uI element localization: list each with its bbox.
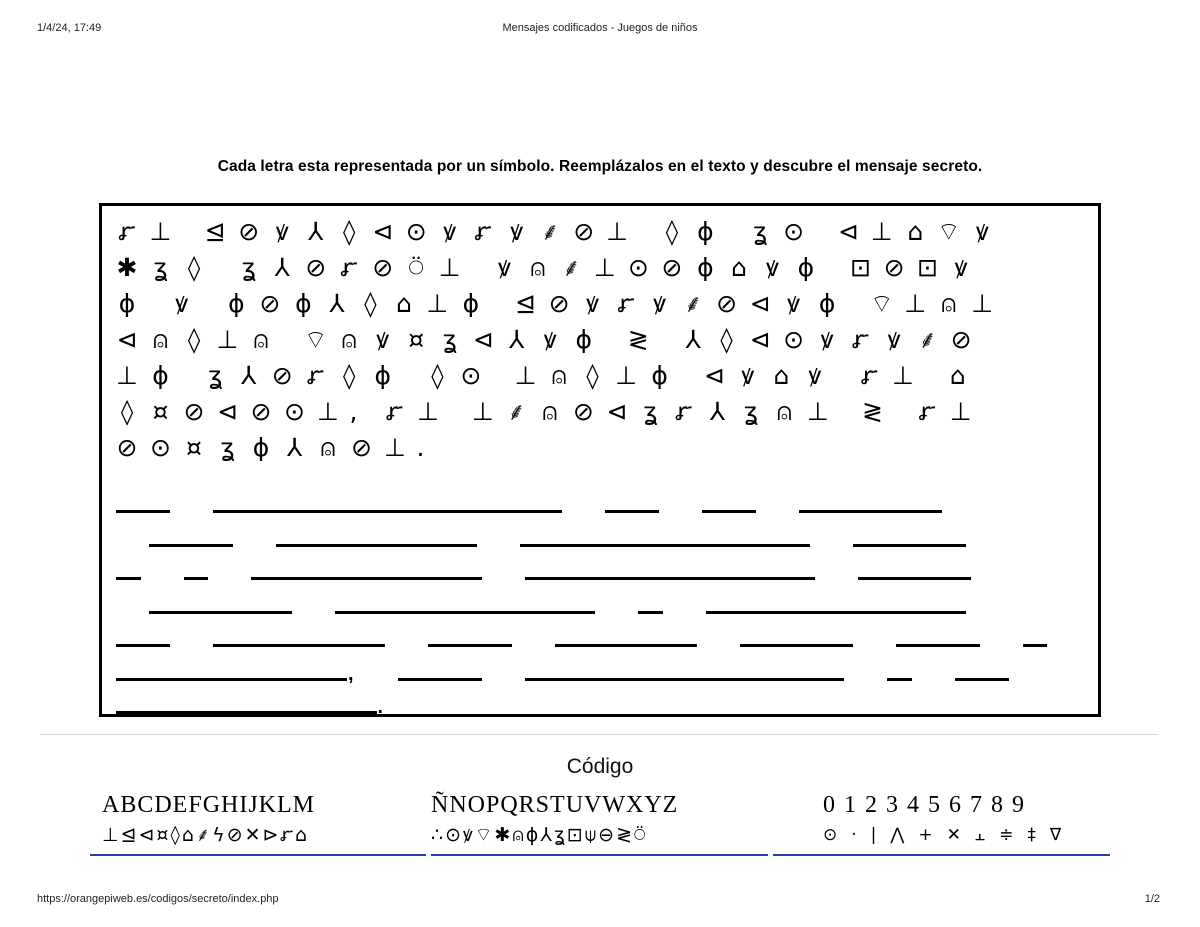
answer-punctuation: . (377, 696, 384, 718)
legend-digits: 0123456789 (823, 792, 1033, 818)
cipher-symbol: ⊘ (116, 433, 138, 462)
cipher-symbol: ⊥ (116, 361, 138, 390)
cipher-symbol: ⊘ (259, 289, 281, 318)
cipher-symbol: ꭊ (118, 217, 136, 246)
cipher-symbol: ⸙ (683, 289, 703, 318)
cipher-symbol: ʓ (743, 397, 759, 426)
cipher-symbol: ⊥ (892, 361, 914, 390)
cipher-symbol: ⊥ (149, 217, 172, 246)
cipher-symbol: ⊥ (807, 397, 829, 426)
cipher-symbol: ⊥ (472, 397, 494, 426)
cipher-symbol: ꝟ (376, 325, 389, 354)
answer-blank (555, 644, 698, 647)
cipher-symbol: ◊ (343, 217, 356, 246)
cipher-symbol: ꝟ (443, 217, 456, 246)
cipher-symbol: ꝟ (741, 361, 755, 390)
cipher-symbol: ⊥ (384, 433, 406, 462)
cipher-symbol: ⊲ (837, 217, 859, 246)
cipher-symbol: ⅄ (509, 325, 525, 354)
answer-blank (184, 577, 209, 580)
cipher-symbol: ϕ (118, 289, 136, 318)
answer-blank (116, 510, 170, 513)
cipher-symbol: ⊙ (627, 253, 649, 282)
cipher-symbol: ꝟ (954, 253, 968, 282)
legend-symbols-n-z: ∴⊙ꝟ⌔✱⍝ϕ⅄ʓ⊡⍦⊖≷⍥ (431, 824, 648, 846)
cipher-symbol: ⊥ (904, 289, 927, 318)
answer-blank (706, 611, 967, 614)
cipher-symbol: ⌔ (870, 289, 894, 318)
answer-blank (116, 577, 141, 580)
cipher-symbol: ꝟ (887, 325, 901, 354)
answer-line (116, 620, 1061, 653)
cipher-symbol: ✱ (116, 253, 138, 282)
cipher-row (114, 360, 1089, 396)
cipher-symbol: ꭊ (386, 397, 403, 426)
answer-line (116, 486, 1061, 519)
cipher-symbol: ⊲ (372, 217, 394, 246)
cipher-symbol: ϕ (295, 289, 312, 318)
puzzle-box (99, 203, 1101, 717)
cipher-symbol: ꝟ (543, 325, 557, 354)
cipher-symbol: ʓ (153, 253, 168, 282)
cipher-symbol: ⊘ (950, 325, 972, 354)
cipher-symbol: ⊲ (606, 397, 628, 426)
cipher-symbol: ꝟ (820, 325, 834, 354)
cipher-symbol: ◊ (431, 361, 444, 390)
print-page-number: 1/2 (1144, 893, 1160, 905)
answer-blank (149, 544, 233, 547)
cipher-symbol: ʓ (220, 433, 235, 462)
cipher-symbol: ⍝ (341, 325, 357, 354)
cipher-symbol: ꭊ (617, 289, 635, 318)
answer-line (116, 520, 1061, 553)
legend-symbols-a-m: ⊥⊴⊲¤◊⌂⸙ϟ⊘✕⊳ꭊ⌂ (102, 824, 310, 846)
cipher-symbol: ⅄ (329, 289, 345, 318)
print-url: https://orangepiweb.es/codigos/secreto/index.php (37, 893, 279, 905)
cipher-symbol: ⊡ (917, 253, 939, 282)
cipher-symbol: ⌂ (907, 217, 924, 246)
cipher-symbol: ⊲ (749, 289, 771, 318)
cipher-symbol: ⊥ (971, 289, 994, 318)
legend-underline (773, 854, 1110, 856)
cipher-symbol: ꝟ (766, 253, 779, 282)
answer-line (116, 687, 1061, 720)
cipher-symbol: ⅄ (685, 325, 701, 354)
answer-blank (896, 644, 980, 647)
answer-punctuation: , (348, 662, 354, 685)
cipher-symbol: ◊ (120, 397, 134, 426)
cipher-symbol: ⊥ (514, 361, 537, 390)
answer-line (116, 587, 1061, 620)
cipher-symbol: ◊ (364, 289, 377, 318)
answer-blank (605, 510, 659, 513)
cipher-symbol: ⌂ (949, 361, 966, 390)
cipher-symbol: ¤ (408, 325, 425, 354)
cipher-symbol: ⊘ (883, 253, 905, 282)
cipher-symbol: ⍥ (408, 253, 424, 282)
cipher-symbol: ʓ (442, 325, 457, 354)
cipher-symbol: ⊲ (217, 397, 238, 426)
cipher-symbol: ꭊ (307, 361, 324, 390)
answer-line (116, 553, 1061, 586)
cipher-row (114, 432, 1089, 468)
cipher-symbol: ⍝ (551, 361, 567, 390)
cipher-symbol: ⊙ (460, 361, 482, 390)
cipher-symbol: ◊ (187, 325, 201, 354)
legend-underline (90, 854, 426, 856)
legend-underline (431, 854, 768, 856)
cipher-symbol: ⸙ (507, 397, 526, 426)
cipher-symbol: ꭊ (861, 361, 878, 390)
answer-lines (116, 486, 1061, 718)
cipher-text (114, 216, 1089, 478)
print-datetime: 1/4/24, 17:49 (37, 22, 102, 34)
cipher-symbol: ꝟ (586, 289, 599, 318)
cipher-symbol: ϕ (651, 361, 668, 390)
cipher-symbol: ⊙ (284, 397, 305, 426)
cipher-symbol: ◊ (187, 253, 201, 282)
cipher-symbol: ϕ (818, 289, 836, 318)
cipher-symbol: ⌔ (303, 325, 328, 354)
cipher-symbol: ⍝ (941, 289, 957, 318)
cipher-symbol: ϕ (252, 433, 270, 462)
answer-blank (213, 644, 385, 647)
answer-blank (887, 678, 912, 681)
cipher-symbol: ⅄ (308, 217, 324, 246)
cipher-symbol: ꭊ (919, 397, 936, 426)
cipher-symbol: ⍝ (253, 325, 269, 354)
cipher-symbol: ϕ (797, 253, 815, 282)
cipher-symbol: ⊘ (661, 253, 683, 282)
answer-blank (276, 544, 478, 547)
cipher-symbol: ⊥ (317, 397, 339, 426)
print-page-title: Mensajes codificados - Juegos de niños (502, 22, 698, 34)
cipher-symbol: ⊙ (405, 217, 427, 246)
legend-group-1 (90, 790, 426, 856)
cipher-symbol: ꝟ (808, 361, 822, 390)
cipher-symbol: ꭊ (474, 217, 492, 246)
answer-blank (149, 611, 292, 614)
cipher-symbol: ⊘ (238, 217, 260, 246)
cipher-symbol: ꭊ (852, 325, 869, 354)
cipher-symbol: ⍝ (542, 397, 558, 426)
cipher-symbol: ⊥ (606, 217, 629, 246)
cipher-symbol: ⊥ (870, 217, 893, 246)
legend-digit-symbols: ⊙·|⋀+✕⫠≑‡∇ (823, 825, 1076, 845)
answer-blank (116, 678, 347, 681)
cipher-symbol: ◊ (720, 325, 733, 354)
cipher-symbol: ꭊ (340, 253, 358, 282)
cipher-symbol: ⊘ (305, 253, 327, 282)
cipher-symbol: ꝟ (787, 289, 800, 318)
cipher-symbol: ꝟ (498, 253, 511, 282)
cipher-symbol: ⸙ (540, 217, 560, 246)
cipher-symbol: ʓ (207, 361, 223, 390)
answer-blank (1023, 644, 1048, 647)
answer-blank (858, 577, 971, 580)
cipher-symbol: ¤ (186, 433, 202, 462)
cipher-symbol: ꝟ (510, 217, 523, 246)
answer-blank (799, 510, 942, 513)
cipher-symbol: ꝟ (653, 289, 666, 318)
cipher-symbol: ◊ (665, 217, 679, 246)
cipher-symbol: ⅄ (286, 433, 303, 462)
cipher-symbol: ⌂ (395, 289, 412, 318)
cipher-symbol: ⌂ (773, 361, 790, 390)
answer-blank (853, 544, 966, 547)
answer-blank (525, 678, 845, 681)
legend-group-digits (773, 790, 1110, 856)
cipher-symbol: ⅄ (709, 397, 726, 426)
answer-blank (116, 711, 377, 714)
cipher-symbol: ⊙ (783, 217, 805, 246)
cipher-symbol: ¤ (152, 397, 169, 426)
cipher-symbol: ⊥ (417, 397, 440, 426)
answer-blank (116, 644, 170, 647)
cipher-symbol: ʓ (752, 217, 768, 246)
legend-group-2 (431, 790, 768, 856)
cipher-row (114, 288, 1089, 324)
cipher-symbol: , (349, 397, 358, 426)
cipher-symbol: ϕ (228, 289, 245, 318)
answer-line (116, 654, 1061, 687)
cipher-symbol: ϕ (152, 361, 169, 390)
cipher-symbol: ⍝ (320, 433, 336, 462)
cipher-row (114, 216, 1089, 252)
cipher-symbol: ⊲ (749, 325, 771, 354)
cipher-symbol: ⊲ (472, 325, 494, 354)
cipher-symbol: ϕ (462, 289, 480, 318)
cipher-symbol: ⊥ (594, 253, 616, 282)
cipher-symbol: ⌔ (937, 217, 961, 246)
cipher-symbol: ⊡ (850, 253, 872, 282)
cipher-symbol: ⊘ (573, 217, 595, 246)
cipher-symbol: ⸙ (562, 253, 581, 282)
cipher-symbol: ⊘ (372, 253, 394, 282)
code-title: Código (566, 755, 634, 778)
legend-letters-a-m: ABCDEFGHIJKLM (102, 792, 316, 818)
cipher-symbol: ʓ (643, 397, 658, 426)
cipher-symbol: ⊙ (783, 325, 805, 354)
answer-blank (428, 644, 512, 647)
cipher-symbol: ϕ (697, 217, 714, 246)
cipher-symbol: ϕ (374, 361, 391, 390)
cipher-symbol: ⊙ (150, 433, 171, 462)
cipher-symbol: ⊥ (438, 253, 461, 282)
cipher-symbol: ꭊ (675, 397, 693, 426)
cipher-symbol: ◊ (343, 361, 356, 390)
cipher-symbol: ⅄ (241, 361, 257, 390)
cipher-symbol: ʓ (241, 253, 256, 282)
cipher-row (114, 396, 1089, 432)
cipher-symbol: ϕ (575, 325, 592, 354)
cipher-symbol: ⊘ (250, 397, 272, 426)
answer-blank (702, 510, 756, 513)
cipher-symbol: ⅄ (274, 253, 290, 282)
answer-blank (335, 611, 596, 614)
cipher-symbol: ⊘ (271, 361, 293, 390)
cipher-symbol: ⸙ (918, 325, 937, 354)
cipher-symbol: ⊘ (716, 289, 738, 318)
answer-blank (740, 644, 853, 647)
cipher-symbol: ⊥ (426, 289, 449, 318)
cipher-symbol: ≷ (627, 325, 649, 354)
answer-blank (213, 510, 562, 513)
cipher-symbol: ⊘ (572, 397, 594, 426)
cipher-symbol: ⊥ (615, 361, 637, 390)
answer-blank (638, 611, 663, 614)
cipher-symbol: ⊲ (703, 361, 725, 390)
cipher-symbol: ⊥ (216, 325, 239, 354)
cipher-symbol: ⌂ (730, 253, 747, 282)
legend-letters-n-z: ÑNOPQRSTUVWXYZ (431, 792, 679, 818)
answer-blank (955, 678, 1009, 681)
cipher-symbol: ⍝ (776, 397, 792, 426)
cipher-symbol: ꝟ (175, 289, 188, 318)
cipher-symbol: ⊘ (183, 397, 205, 426)
cipher-symbol: ꝟ (275, 217, 289, 246)
cipher-symbol: ⊥ (949, 397, 972, 426)
cipher-symbol: ⊲ (116, 325, 138, 354)
cipher-symbol: ⊴ (204, 217, 226, 246)
instructions-text: Cada letra esta representada por un símbolo. Reemplázalos en el texto y descubre el mensaje secreto. (217, 158, 983, 175)
cipher-symbol: ≷ (862, 397, 884, 426)
cipher-symbol: ϕ (697, 253, 714, 282)
answer-blank (398, 678, 482, 681)
cipher-row (114, 324, 1089, 360)
cipher-symbol: ⍝ (152, 325, 168, 354)
cipher-symbol: ◊ (586, 361, 599, 390)
divider (40, 734, 1158, 735)
answer-blank (251, 577, 482, 580)
cipher-symbol: ꝟ (976, 217, 989, 246)
cipher-row (114, 252, 1089, 288)
cipher-symbol: . (416, 433, 425, 462)
cipher-symbol: ⍝ (530, 253, 546, 282)
cipher-symbol: ⊴ (515, 289, 537, 318)
answer-blank (520, 544, 810, 547)
cipher-symbol: ⊘ (548, 289, 570, 318)
answer-blank (525, 577, 815, 580)
cipher-symbol: ⊘ (351, 433, 372, 462)
